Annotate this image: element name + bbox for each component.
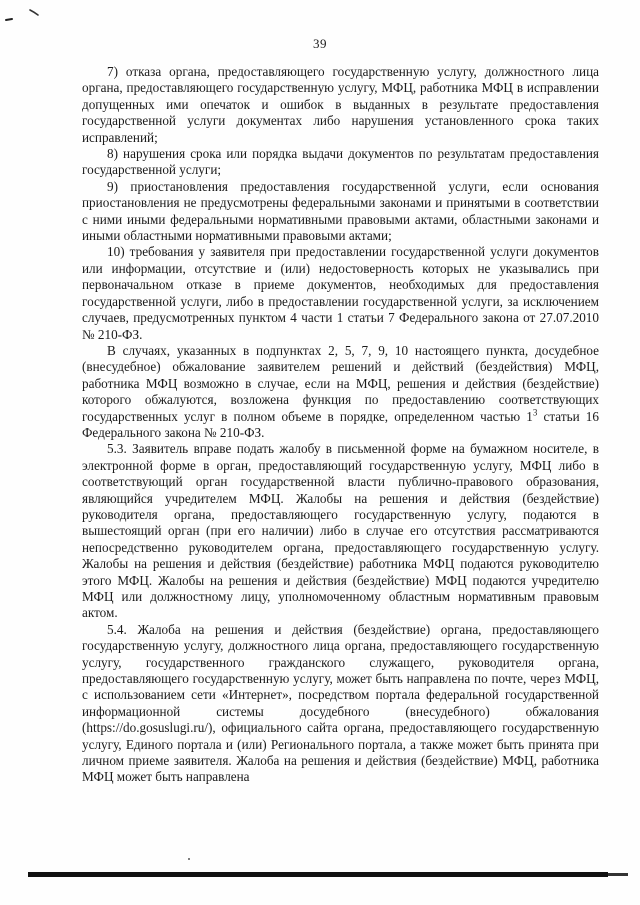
page-number: 39 — [313, 36, 327, 51]
paragraph-item-7: 7) отказа органа, предоставляющего государственную услугу, должностного лица органа, предоставляющего государственную услугу, МФЦ, работника МФЦ в исправлении допущенных ими опечаток и ошибок в выданных в результате предоставления государственной услуги документах либо нарушения установленного срока таких исправлений; — [82, 64, 599, 145]
paragraph-cases-tail: статьи 16 Федерального закона № 210-ФЗ. — [82, 408, 599, 440]
scan-bottom-edge-tail — [608, 873, 628, 876]
paragraph-cases-text: В случаях, указанных в подпунктах 2, 5, 7, 9, 10 настоящего пункта, досудебное (внесудебное) обжалование заявителем решений и действий (бездействия) МФЦ, работника МФЦ возможно в случае, если на МФЦ, решения и действия (бездействие) которого обжалуются, возложена функция по предоставлению соответствующих государственных услуг в полном объеме в порядке, определенном частью 1 — [82, 342, 599, 424]
paragraph-item-9: 9) приостановления предоставления государственной услуги, если основания приостановления не предусмотрены федеральными законами и принятыми в соответствии с ними иными федеральными нормативными правовыми актами, областными законами и иными областными нормативными правовыми актами; — [82, 178, 599, 244]
paragraph-item-10: 10) требования у заявителя при предоставлении государственной услуги документов или информации, отсутствие и (или) недостоверность которых не указывались при первоначальном отказе в приеме документов, необходимых для предоставления государственной услуги, либо в предоставлении государственной услуги, за исключением случаев, предусмотренных пунктом 4 части 1 статьи 7 Федерального закона от 27.07.2010 № 210-ФЗ. — [82, 244, 599, 342]
scan-artifact-mark — [0, 6, 60, 26]
scan-speck — [188, 858, 190, 860]
superscript-marker: 3 — [532, 407, 538, 418]
scan-bottom-edge — [28, 872, 608, 877]
paragraph-5-4: 5.4. Жалоба на решения и действия (бездействие) органа, предоставляющего государственную услугу, должностного лица органа, предоставляющего государственную услугу, государственного гражданского служащего, руководителя органа, предоставляющего государственную услугу, может быть направлена по почте, через МФЦ, с использованием сети «Интернет», посредством портала федеральной государственной информационной системы досудебного (внесудебного) обжалования (https://do.gosuslugi.ru/), официального сайта органа, предоставляющего государственную услугу, Единого портала и (или) Регионального портала, а также может быть принята при личном приеме заявителя. Жалоба на решения и действия (бездействие) МФЦ, работника МФЦ может быть направлена — [82, 621, 599, 785]
paragraph-cases — [82, 343, 599, 441]
paragraph-item-8: 8) нарушения срока или порядка выдачи документов по результатам предоставления государственной услуги; — [82, 146, 599, 178]
paragraph-5-3: 5.3. Заявитель вправе подать жалобу в письменной форме на бумажном носителе, в электронной форме в орган, предоставляющий государственную услугу, МФЦ либо в соответствующий орган государственной власти публично-правового образования, являющийся учредителем МФЦ. Жалобы на решения и действия (бездействие) руководителя органа, предоставляющего государственную услугу, подаются в вышестоящий орган (при его наличии) либо в случае его отсутствия рассматриваются непосредственно руководителем органа, предоставляющего государственную услугу. Жалобы на решения и действия (бездействие) работника МФЦ подаются руководителю этого МФЦ. Жалобы на решения и действия (бездействие) МФЦ подаются учредителю МФЦ или должностному лицу, уполномоченному областным нормативным правовым актом. — [82, 441, 599, 621]
document-body — [82, 64, 599, 786]
